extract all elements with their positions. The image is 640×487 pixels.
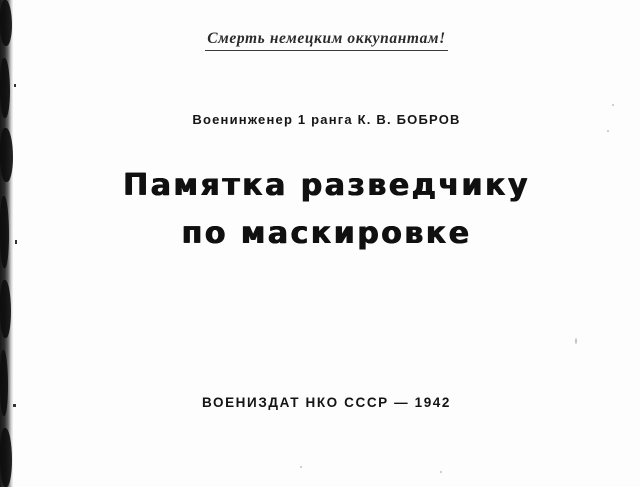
page-content (13, 0, 640, 487)
wartime-slogan-text: Смерть немецким оккупантам! (205, 30, 448, 51)
page-title (13, 162, 640, 258)
publisher-imprint: ВОЕНИЗДАТ НКО СССР — 1942 (201, 395, 452, 410)
title-line-2: по маскировке (181, 216, 472, 251)
wartime-slogan (13, 30, 640, 51)
edge-blotch (0, 0, 12, 46)
title-line-1: Памятка разведчику (123, 168, 530, 203)
author-line: Военинженер 1 ранга К. В. БОБРОВ (192, 112, 461, 127)
